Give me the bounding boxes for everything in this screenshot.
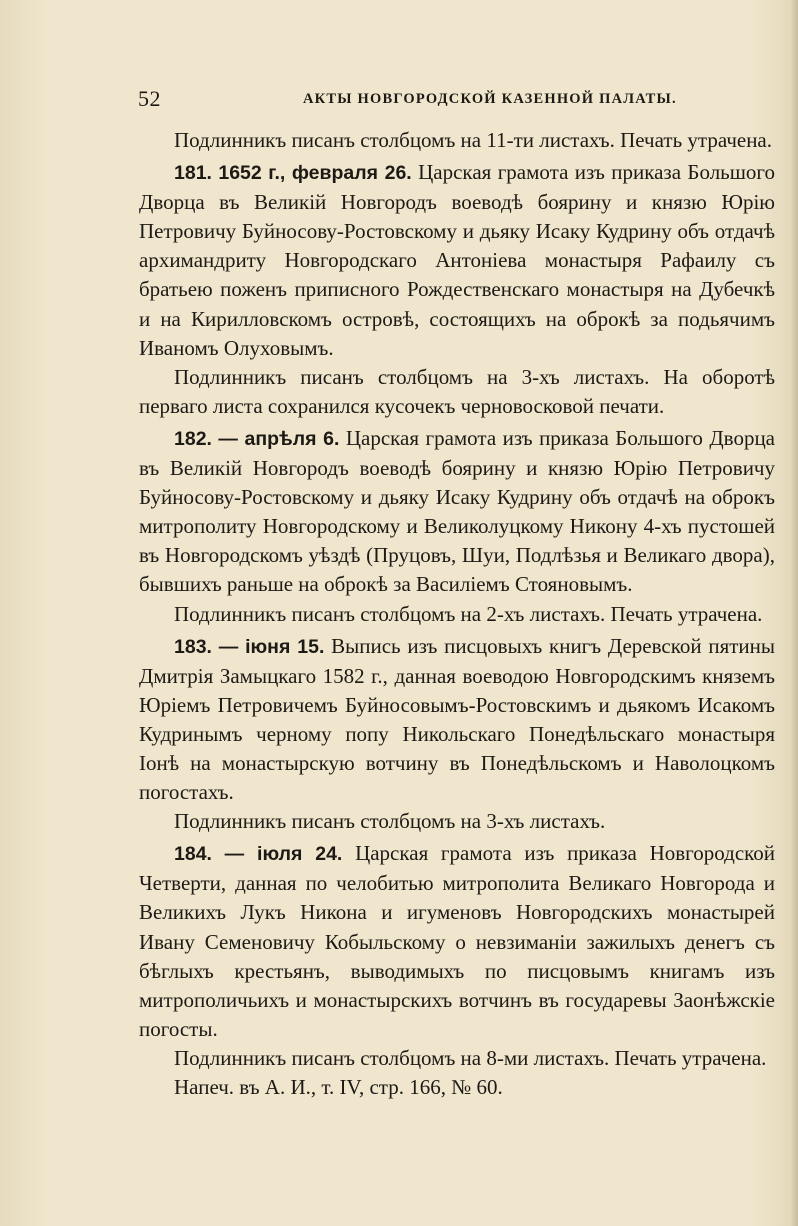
entry-184 (139, 839, 775, 1044)
entry-182 (139, 424, 775, 600)
entry-date: 1652 г., февраля 26. (218, 162, 412, 185)
entry-184-note: Подлинникъ писанъ столбцомъ на 8-ми листахъ. Печать утрачена. (174, 1045, 767, 1070)
entry-number: 181. (174, 162, 212, 185)
entry-181 (139, 158, 775, 363)
entry-183 (139, 632, 775, 808)
entry-180-note: Подлинникъ писанъ столбцомъ на 11-ти листахъ. Печать утрачена. (174, 128, 773, 152)
entry-date: — іюля 24. (224, 843, 343, 866)
entry-text: Царская грамота изъ приказа Большого Дворца въ Великій Новгородъ воеводѣ боярину и князю Юрію Петровичу Буйносову-Ростовскому и дьяку Исаку Кудрину объ отдачѣ архимандриту Новгородскаго Антоніева монастыря Рафаилу съ братьею поженъ приписного Рождественскаго монастыря на Дубечкѣ и на Кирилловскомъ островѣ, состоящихъ на оброкѣ за подьячимъ Иваномъ Олуховымъ. (139, 160, 776, 360)
entry-number: 184. (174, 843, 212, 866)
entry-number: 183. (174, 635, 212, 658)
entry-text: Царская грамота изъ приказа Большого Дворца въ Великій Новгородъ воеводѣ боярину и князю Юрію Петровичу Буйносову-Ростовскому и дьяку Исаку Кудрину объ отдачѣ на оброкъ митрополиту Новгородскому и Великолуцкому Никону 4-хъ пустошей въ Новгородскомъ уѣздѣ (Пруцовъ, Шуи, Подлѣзья и Великаго двора), бывшихъ раньше на оброкѣ за Василіемъ Стояновымъ. (139, 425, 776, 597)
entry-date: — апрѣля 6. (218, 427, 340, 450)
entry-183-note: Подлинникъ писанъ столбцомъ на 3-хъ листахъ. (174, 809, 606, 834)
entry-date: — іюня 15. (218, 635, 325, 658)
page-body (139, 126, 775, 1102)
page-header (138, 86, 768, 116)
page-edge-shadow (790, 0, 798, 1226)
entry-text: Царская грамота изъ приказа Новгородской Четверти, данная по челобитью митрополита Великаго Новгорода и Великихъ Лукъ Никона и игуменовъ Новгородскихъ монастырей Ивану Семеновичу Кобыльскому о невзиманіи зажилыхъ денегъ съ бѣглыхъ крестьянъ, выводимыхъ по писцовымъ книгамъ изъ митрополичьихъ и монастырскихъ вотчинъ въ государевы Заонѣжскіе погосты. (139, 841, 776, 1041)
entry-181-note: Подлинникъ писанъ столбцомъ на 3-хъ листахъ. На оборотѣ перваго листа сохранился кусочекъ черновосковой печати. (139, 364, 775, 418)
running-title: АКТЫ НОВГОРОДСКОЙ КАЗЕННОЙ ПАЛАТЫ. (303, 91, 677, 107)
entry-number: 182. (174, 427, 212, 450)
entry-text: Выпись изъ писцовыхъ книгъ Деревской пятины Дмитрія Замыцкаго 1582 г., данная воеводою Новгородскимъ княземъ Юріемъ Петровичемъ Буйносовымъ-Ростовскимъ и дьякомъ Исакомъ Кудринымъ черному попу Никольскаго Понедѣльскаго монастыря Іонѣ на монастырскую вотчину въ Понедѣльскомъ и Наволоцкомъ погостахъ. (139, 633, 776, 805)
entry-182-note: Подлинникъ писанъ столбцомъ на 2-хъ листахъ. Печать утрачена. (174, 601, 763, 626)
entry-184-print-reference: Напеч. въ А. И., т. IV, стр. 166, № 60. (174, 1075, 503, 1099)
page-number: 52 (138, 86, 161, 111)
